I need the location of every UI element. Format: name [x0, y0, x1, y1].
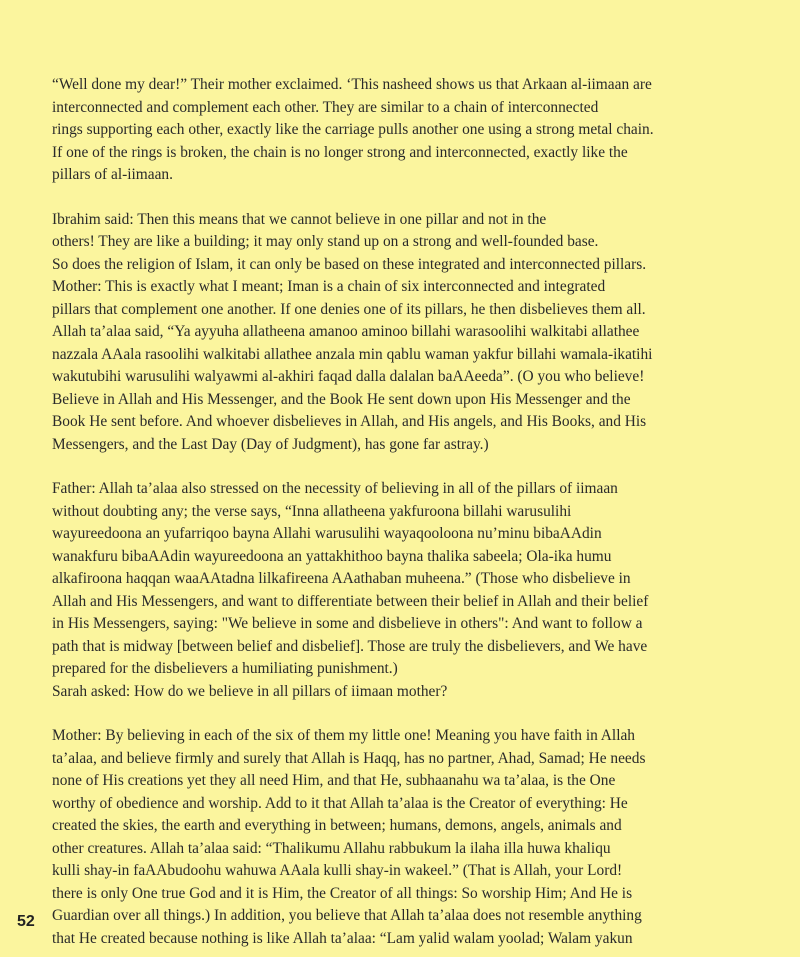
- text-line: Mother: By believing in each of the six of them my little one! Meaning you have faith in Allah: [52, 727, 636, 744]
- text-line: Father: Allah ta’alaa also stressed on the necessity of believing in all of the pillars of iimaan: [52, 480, 618, 497]
- text-line: So does the religion of Islam, it can only be based on these integrated and interconnected pillars.: [52, 255, 647, 273]
- text-line: kulli shay-in faAAbudoohu wahuwa AAala kulli shay-in wakeel.” (That is Allah, your Lord!: [52, 862, 623, 879]
- text-line: alkafiroona haqqan waaAAtadna lilkafireena AAathaban muheena.” (Those who disbelieve in: [52, 570, 631, 587]
- paragraph: [52, 725, 800, 950]
- text-line: Ibrahim said: Then this means that we cannot believe in one pillar and not in the: [52, 210, 547, 228]
- text-line: If one of the rings is broken, the chain is no longer strong and interconnected, exactly like the: [52, 143, 628, 161]
- text-line: others! They are like a building; it may only stand up on a strong and well-founded base.: [52, 233, 599, 250]
- text-line: path that is midway [between belief and disbelief]. Those are truly the disbelievers, and We have: [52, 637, 648, 655]
- text-line: Guardian over all things.) In addition, you believe that Allah ta’alaa does not resemble anything: [52, 907, 642, 924]
- text-line: Allah ta’alaa said, “Ya ayyuha allatheena amanoo aminoo billahi warasoolihi walkitabi allathee: [52, 323, 640, 340]
- text-line: prepared for the disbelievers a humiliating punishment.): [52, 660, 398, 677]
- text-line: wakutubihi warusulihi walyawmi al-akhiri faqad dalla dalalan baAAeeda”. (O you who believe!: [52, 368, 645, 385]
- text-line: wanakfuru bibaAAdin wayureedoona an yattakhithoo bayna thalika sabeela; Ola-ika humu: [52, 547, 612, 565]
- paragraph: [52, 478, 800, 703]
- text-line: rings supporting each other, exactly like the carriage pulls another one using a strong metal chain.: [52, 121, 654, 138]
- body-text: [52, 74, 800, 950]
- text-line: worthy of obedience and worship. Add to it that Allah ta’alaa is the Creator of everything: He: [52, 794, 628, 812]
- text-line: Messengers, and the Last Day (Day of Judgment), has gone far astray.): [52, 435, 489, 453]
- text-line: in His Messengers, saying: "We believe in some and disbelieve in others": And want to follow a: [52, 615, 643, 632]
- text-line: Allah and His Messengers, and want to differentiate between their belief in Allah and their belief: [52, 592, 649, 610]
- paragraph-gap: [52, 703, 800, 725]
- text-line: without doubting any; the verse says, “Inna allatheena yakfuroona billahi warusulihi: [52, 502, 572, 520]
- text-line: other creatures. Allah ta’alaa said: “Thalikumu Allahu rabbukum la ilaha illa huwa khaliqu: [52, 839, 611, 857]
- text-line: pillars that complement one another. If one denies one of its pillars, he then disbelieves them all.: [52, 300, 646, 318]
- page-number: 52: [17, 913, 35, 930]
- text-line: interconnected and complement each other. They are similar to a chain of interconnected: [52, 98, 599, 116]
- paragraph: [52, 74, 800, 187]
- text-line: “Well done my dear!” Their mother exclaimed. ‘This nasheed shows us that Arkaan al-iimaan are: [52, 76, 652, 93]
- text-line: ta’alaa, and believe firmly and surely that Allah is Haqq, has no partner, Ahad, Samad; He needs: [52, 749, 646, 767]
- text-line: Mother: This is exactly what I meant; Iman is a chain of six interconnected and integrated: [52, 278, 606, 295]
- paragraph: [52, 209, 800, 457]
- text-line: Sarah asked: How do we believe in all pillars of iimaan mother?: [52, 682, 448, 700]
- text-line: there is only One true God and it is Him, the Creator of all things: So worship Him; And He is: [52, 884, 633, 902]
- paragraph-gap: [52, 456, 800, 478]
- text-line: pillars of al-iimaan.: [52, 166, 173, 183]
- text-line: Believe in Allah and His Messenger, and the Book He sent down upon His Messenger and the: [52, 390, 631, 408]
- paragraph-gap: [52, 187, 800, 209]
- text-line: that He created because nothing is like Allah ta’alaa: “Lam yalid walam yoolad; Walam yakun: [52, 929, 633, 947]
- text-line: created the skies, the earth and everything in between; humans, demons, angels, animals and: [52, 817, 622, 834]
- text-line: Book He sent before. And whoever disbelieves in Allah, and His angels, and His Books, and His: [52, 413, 647, 430]
- text-line: nazzala AAala rasoolihi walkitabi allathee anzala min qablu waman yakfur billahi wamala-ikatihi: [52, 345, 653, 363]
- text-line: none of His creations yet they all need Him, and that He, subhaanahu wa ta’alaa, is the One: [52, 772, 616, 789]
- text-line: wayureedoona an yufarriqoo bayna Allahi warusulihi wayaqooloona nu’minu bibaAAdin: [52, 525, 602, 542]
